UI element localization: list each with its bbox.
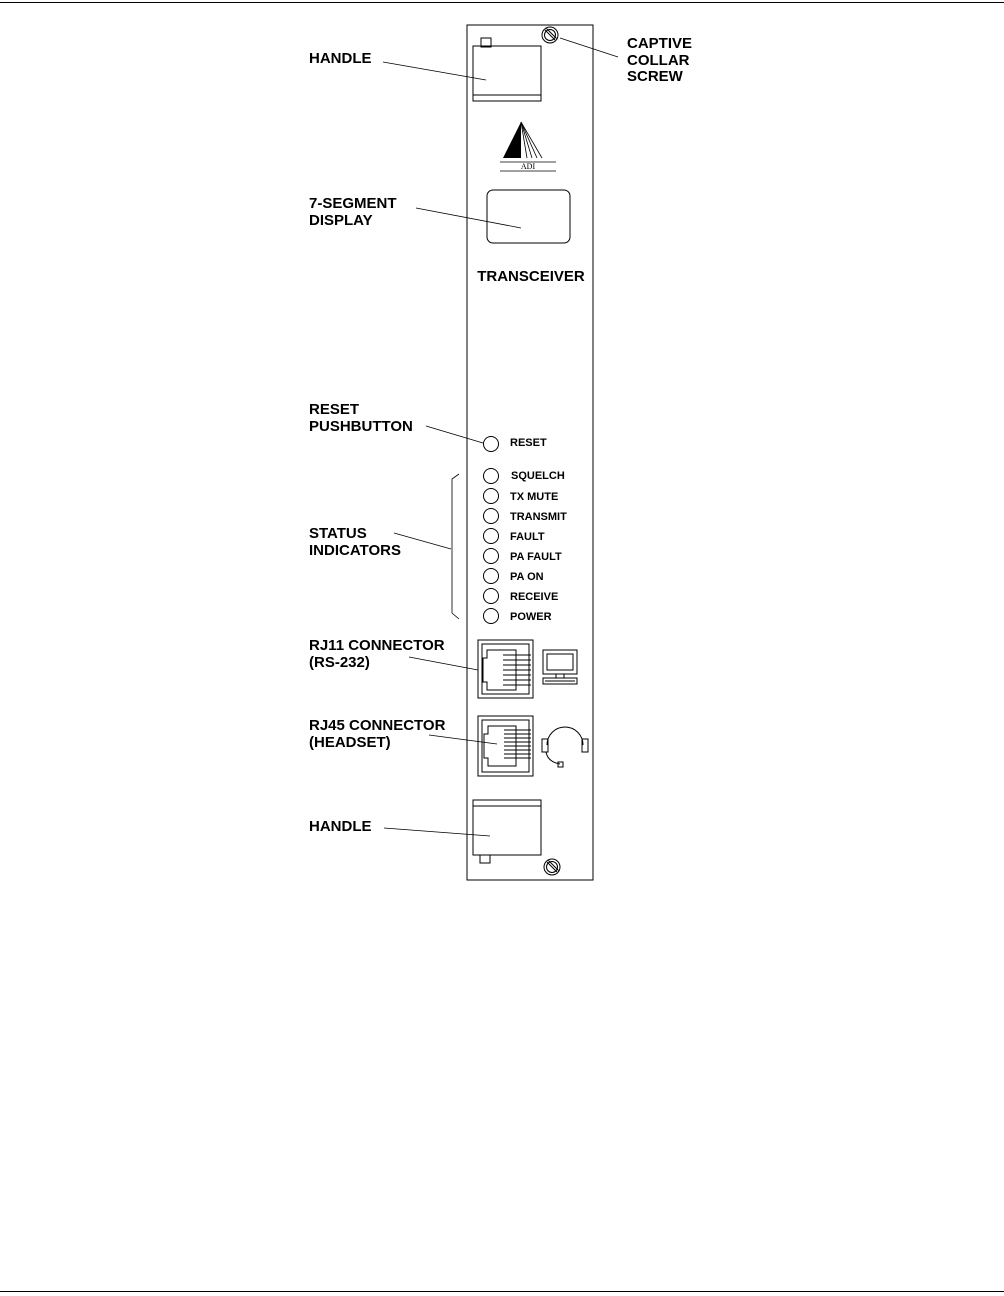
callout-reset-line-2: PUSHBUTTON — [309, 418, 413, 435]
callout-seven-segment-line-2: DISPLAY — [309, 212, 373, 229]
indicator-label-squelch: SQUELCH — [511, 470, 565, 482]
callout-handle-bottom: HANDLE — [309, 818, 372, 835]
bottom-handle — [473, 800, 541, 863]
callout-status-line-1: STATUS — [309, 525, 367, 542]
indicator-label-power: POWER — [510, 611, 552, 623]
led-power — [484, 609, 499, 624]
callout-captive-line-3: SCREW — [627, 68, 683, 85]
led-transmit — [484, 509, 499, 524]
indicator-label-pa-on: PA ON — [510, 571, 544, 583]
reset-pushbutton[interactable] — [484, 437, 499, 452]
callout-reset-line-1: RESET — [309, 401, 360, 418]
rj45-connector[interactable] — [478, 716, 533, 776]
indicator-label-pa-fault: PA FAULT — [510, 551, 562, 563]
indicator-label-transmit: TRANSMIT — [510, 511, 567, 523]
callout-rj11-line-1: RJ11 CONNECTOR — [309, 637, 445, 654]
top-captive-screw — [542, 27, 558, 43]
led-pa-on — [484, 569, 499, 584]
led-receive — [484, 589, 499, 604]
status-indicators — [484, 469, 568, 624]
top-handle — [473, 38, 541, 101]
callout-rj45-line-1: RJ45 CONNECTOR — [309, 717, 446, 734]
callout-seven-segment-line-1: 7-SEGMENT — [309, 195, 397, 212]
seven-segment-display — [487, 190, 570, 243]
logo-text: ADI — [520, 162, 536, 171]
callout-handle-top: HANDLE — [309, 50, 372, 67]
bottom-captive-screw — [544, 859, 560, 875]
indicator-label-fault: FAULT — [510, 531, 545, 543]
headset-icon — [542, 727, 588, 767]
led-fault — [484, 529, 499, 544]
led-squelch — [484, 469, 499, 484]
indicator-label-tx-mute: TX MUTE — [510, 491, 559, 503]
led-tx-mute — [484, 489, 499, 504]
callout-status-line-2: INDICATORS — [309, 542, 401, 559]
rj11-connector[interactable] — [478, 640, 533, 698]
adi-logo — [500, 122, 556, 171]
reset-label: RESET — [510, 437, 547, 449]
computer-icon — [543, 650, 577, 684]
led-pa-fault — [484, 549, 499, 564]
callout-captive-line-2: COLLAR — [627, 52, 690, 69]
panel-outline — [467, 25, 593, 880]
panel-title: TRANSCEIVER — [477, 268, 585, 285]
callout-captive-line-1: CAPTIVE — [627, 35, 693, 52]
callout-rj11-line-2: (RS-232) — [309, 654, 370, 671]
callout-rj45-line-2: (HEADSET) — [309, 734, 391, 751]
indicator-label-receive: RECEIVE — [510, 591, 559, 603]
